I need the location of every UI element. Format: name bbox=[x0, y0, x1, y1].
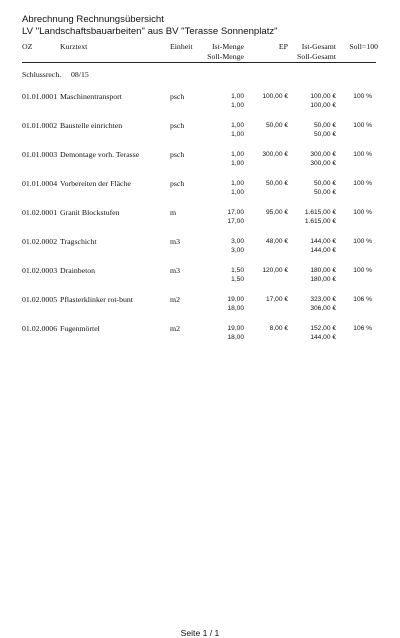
cell-percent: 100 % bbox=[353, 93, 372, 100]
cell-soll-menge: 1,00 bbox=[231, 102, 244, 109]
cell-einheit: m2 bbox=[170, 295, 180, 304]
header-ist-gesamt: Ist-Gesamt bbox=[301, 42, 336, 51]
cell-kurztext: Maschinentransport bbox=[60, 92, 122, 101]
cell-kurztext: Vorbereiten der Fläche bbox=[60, 179, 131, 188]
section-value: 08/15 bbox=[71, 70, 89, 79]
table-row bbox=[22, 92, 378, 121]
table-row bbox=[22, 295, 378, 324]
header-soll100: Soll=100 bbox=[349, 42, 378, 51]
header-soll-gesamt: Soll-Gesamt bbox=[297, 52, 336, 61]
cell-einheit: psch bbox=[170, 150, 185, 159]
cell-percent: 100 % bbox=[353, 209, 372, 216]
cell-ist-gesamt: 144,00 € bbox=[310, 238, 336, 245]
cell-ist-menge: 1,00 bbox=[231, 93, 244, 100]
cell-ep: 48,00 € bbox=[266, 238, 288, 245]
header-ist-menge: Ist-Menge bbox=[211, 42, 244, 51]
header-rule bbox=[22, 62, 376, 63]
cell-ep: 50,00 € bbox=[266, 122, 288, 129]
cell-kurztext: Demontage vorh. Terasse bbox=[60, 150, 140, 159]
cell-ist-gesamt: 50,00 € bbox=[314, 180, 336, 187]
cell-soll-gesamt: 306,00 € bbox=[310, 305, 336, 312]
header-einheit: Einheit bbox=[170, 42, 193, 51]
cell-soll-gesamt: 144,00 € bbox=[310, 334, 336, 341]
title-line-1: Abrechnung Rechnungsübersicht bbox=[22, 14, 164, 25]
cell-ist-menge: 19,00 bbox=[227, 325, 244, 332]
cell-oz: 01.02.0006 bbox=[22, 324, 58, 333]
cell-ist-gesamt: 323,00 € bbox=[310, 296, 336, 303]
cell-ist-gesamt: 1.615,00 € bbox=[304, 209, 336, 216]
table-row bbox=[22, 237, 378, 266]
cell-percent: 100 % bbox=[353, 151, 372, 158]
cell-ist-menge: 17,00 bbox=[227, 209, 244, 216]
cell-ist-gesamt: 180,00 € bbox=[310, 267, 336, 274]
cell-soll-gesamt: 100,00 € bbox=[310, 102, 336, 109]
cell-soll-menge: 1,00 bbox=[231, 160, 244, 167]
cell-ep: 120,00 € bbox=[262, 267, 288, 274]
document-title bbox=[22, 14, 278, 38]
header-soll-menge: Soll-Menge bbox=[207, 52, 244, 61]
cell-ist-gesamt: 50,00 € bbox=[314, 122, 336, 129]
cell-percent: 100 % bbox=[353, 180, 372, 187]
header-ep: EP bbox=[278, 42, 288, 51]
header-kurztext: Kurztext bbox=[60, 42, 88, 51]
position-table bbox=[22, 92, 378, 353]
page-number: Seite 1 / 1 bbox=[180, 628, 220, 638]
cell-soll-menge: 18,00 bbox=[227, 334, 244, 341]
cell-einheit: psch bbox=[170, 92, 185, 101]
header-oz: OZ bbox=[22, 42, 33, 51]
cell-percent: 100 % bbox=[353, 267, 372, 274]
table-header bbox=[22, 42, 378, 64]
cell-soll-menge: 3,00 bbox=[231, 247, 244, 254]
cell-oz: 01.02.0005 bbox=[22, 295, 58, 304]
cell-kurztext: Baustelle einrichten bbox=[60, 121, 123, 130]
table-row bbox=[22, 324, 378, 353]
cell-soll-gesamt: 144,00 € bbox=[310, 247, 336, 254]
cell-soll-menge: 1,00 bbox=[231, 131, 244, 138]
cell-ist-gesamt: 100,00 € bbox=[310, 93, 336, 100]
cell-kurztext: Granit Blockstufen bbox=[60, 208, 120, 217]
cell-kurztext: Tragschicht bbox=[60, 237, 97, 246]
cell-ist-menge: 1,00 bbox=[231, 180, 244, 187]
cell-soll-gesamt: 1.615,00 € bbox=[304, 218, 336, 225]
cell-soll-gesamt: 180,00 € bbox=[310, 276, 336, 283]
cell-ist-menge: 1,00 bbox=[231, 122, 244, 129]
title-line-2: LV "Landschaftsbauarbeiten" aus BV "Terasse Sonnenplatz" bbox=[22, 26, 278, 37]
cell-oz: 01.01.0003 bbox=[22, 150, 58, 159]
cell-percent: 106 % bbox=[353, 296, 372, 303]
cell-oz: 01.02.0001 bbox=[22, 208, 58, 217]
cell-ep: 50,00 € bbox=[266, 180, 288, 187]
cell-oz: 01.02.0003 bbox=[22, 266, 58, 275]
cell-ist-menge: 19,00 bbox=[227, 296, 244, 303]
cell-einheit: m3 bbox=[170, 266, 180, 275]
cell-percent: 100 % bbox=[353, 238, 372, 245]
cell-soll-gesamt: 50,00 € bbox=[314, 131, 336, 138]
cell-ist-gesamt: 300,00 € bbox=[310, 151, 336, 158]
cell-oz: 01.01.0002 bbox=[22, 121, 58, 130]
cell-kurztext: Drainbeton bbox=[60, 266, 96, 275]
cell-oz: 01.02.0002 bbox=[22, 237, 58, 246]
cell-einheit: psch bbox=[170, 179, 185, 188]
header-menge bbox=[196, 42, 244, 62]
cell-soll-gesamt: 300,00 € bbox=[310, 160, 336, 167]
cell-einheit: m bbox=[170, 208, 177, 217]
cell-oz: 01.01.0001 bbox=[22, 92, 58, 101]
cell-oz: 01.01.0004 bbox=[22, 179, 58, 188]
cell-einheit: m3 bbox=[170, 237, 180, 246]
cell-ep: 17,00 € bbox=[266, 296, 288, 303]
table-row bbox=[22, 150, 378, 179]
table-row bbox=[22, 179, 378, 208]
cell-ep: 300,00 € bbox=[262, 151, 288, 158]
cell-kurztext: Fugenmörtel bbox=[60, 324, 100, 333]
cell-ep: 100,00 € bbox=[262, 93, 288, 100]
table-row bbox=[22, 208, 378, 237]
cell-einheit: m2 bbox=[170, 324, 180, 333]
table-row bbox=[22, 266, 378, 295]
cell-ep: 95,00 € bbox=[266, 209, 288, 216]
table-row bbox=[22, 121, 378, 150]
cell-soll-menge: 18,00 bbox=[227, 305, 244, 312]
cell-kurztext: Pflasterklinker rot-bunt bbox=[60, 295, 133, 304]
cell-soll-menge: 1,00 bbox=[231, 189, 244, 196]
cell-ist-menge: 1,50 bbox=[231, 267, 244, 274]
cell-soll-gesamt: 50,00 € bbox=[314, 189, 336, 196]
cell-soll-menge: 1,50 bbox=[231, 276, 244, 283]
cell-ist-menge: 1,00 bbox=[231, 151, 244, 158]
cell-soll-menge: 17,00 bbox=[227, 218, 244, 225]
cell-percent: 100 % bbox=[353, 122, 372, 129]
cell-einheit: psch bbox=[170, 121, 185, 130]
header-gesamt bbox=[286, 42, 336, 62]
section-label: Schlussrech. bbox=[22, 70, 62, 79]
cell-percent: 106 % bbox=[353, 325, 372, 332]
cell-ep: 8,00 € bbox=[269, 325, 288, 332]
cell-ist-menge: 3,00 bbox=[231, 238, 244, 245]
cell-ist-gesamt: 152,00 € bbox=[310, 325, 336, 332]
